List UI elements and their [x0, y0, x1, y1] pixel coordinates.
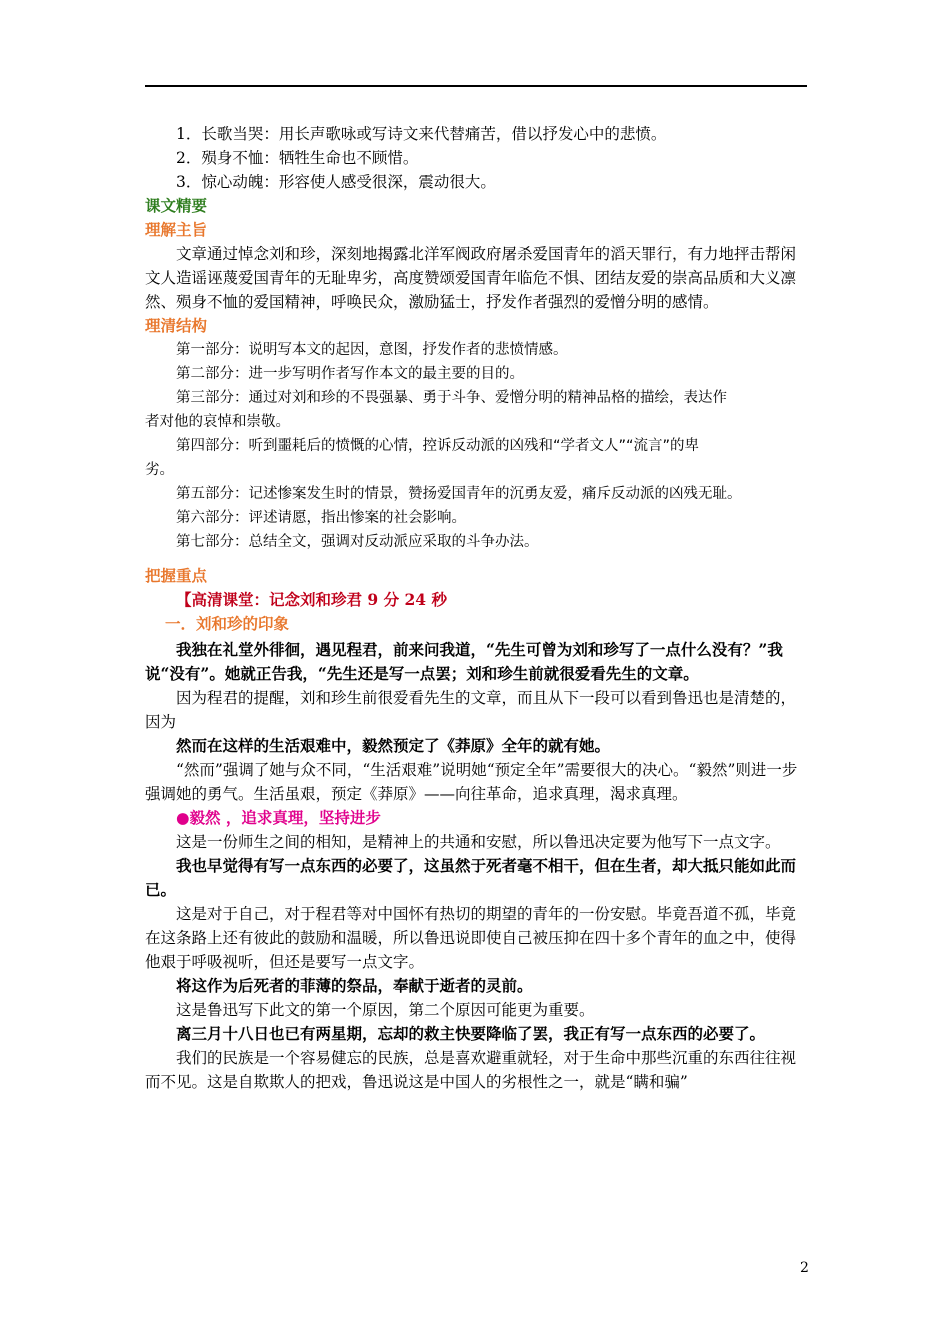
class-title: 【高清课堂：记念刘和珍君 9 分 24 秒 [176, 590, 447, 609]
quote-paragraph-3: 我也早觉得有写一点东西的必要了，这虽然于死者毫不相干，但在生者，却大抵只能如此而已。 [145, 856, 797, 899]
structure-line-5: 第五部分：记述惨案发生时的情景，赞扬爱国青年的沉勇友爱，痛斥反动派的凶残无耻。 [176, 486, 742, 502]
vocab-item-2: 2．殒身不恤：牺牲生命也不顾惜。 [176, 149, 419, 167]
text-paragraph-6: 我们的民族是一个容易健忘的民族，总是喜欢避重就轻，对于生命中那些沉重的东西往往视而不见。这是自欺欺人的把戏，鲁迅说这是中国人的劣根性之一，就是“瞒和骗” [145, 1049, 797, 1091]
header-rule [145, 85, 807, 87]
section-heading-essentials: 课文精要 [145, 197, 208, 215]
subsection-heading-1: 一．刘和珍的印象 [165, 614, 290, 633]
theme-paragraph: 文章通过悼念刘和珍，深刻地揭露北洋军阀政府屠杀爱国青年的滔天罪行，有力地抨击帮闲文人造谣诬蔑爱国青年的无耻卑劣，高度赞颂爱国青年临危不惧、团结友爱的崇高品质和大义凛然、殒身不恤的爱国精神，呼唤民众，激励猛士，抒发作者强烈的爱憎分明的感情。 [145, 245, 797, 311]
section-heading-structure: 理清结构 [145, 317, 208, 335]
quote-paragraph-2: 然而在这样的生活艰难中，毅然预定了《莽原》全年的就有她。 [176, 736, 611, 755]
structure-line-7: 第七部分：总结全文，强调对反动派应采取的斗争办法。 [176, 534, 539, 550]
page-number: 2 [800, 1260, 809, 1276]
text-paragraph-2: “然而”强调了她与众不同，“生活艰难”说明她“预定全年”需要很大的决心。“毅然”则进一步强调她的勇气。生活虽艰，预定《莽原》——向往革命，追求真理，渴求真理。 [145, 761, 798, 803]
text-paragraph-4: 这是对于自己，对于程君等对中国怀有热切的期望的青年的一份安慰。毕竟吾道不孤，毕竟在这条路上还有彼此的鼓励和温暖，所以鲁迅说即使自己被压抑在四十多个青年的血之中，使得他艰于呼吸视听，但还是要写一点文字。 [145, 905, 797, 971]
vocab-item-1: 1．长歌当哭：用长声歌咏或写诗文来代替痛苦，借以抒发心中的悲愤。 [176, 125, 667, 143]
quote-paragraph-4: 将这作为后死者的菲薄的祭品，奉献于逝者的灵前。 [176, 976, 533, 995]
vocab-item-3: 3．惊心动魄：形容使人感受很深，震动很大。 [176, 173, 496, 191]
bullet-point-1: ●毅然 ，追求真理，坚持进步 [176, 808, 381, 827]
structure-line-4-cont: 劣。 [145, 462, 174, 478]
section-heading-key: 把握重点 [145, 567, 208, 585]
structure-line-6: 第六部分：评述请愿，指出惨案的社会影响。 [176, 510, 466, 526]
text-paragraph-3: 这是一份师生之间的相知，是精神上的共通和安慰，所以鲁迅决定要为他写下一点文字。 [176, 833, 781, 851]
text-paragraph-5: 这是鲁迅写下此文的第一个原因，第二个原因可能更为重要。 [176, 1001, 595, 1019]
structure-line-3: 第三部分：通过对刘和珍的不畏强暴、勇于斗争、爱憎分明的精神品格的描绘，表达作 [176, 390, 727, 406]
quote-paragraph-1: 我独在礼堂外徘徊，遇见程君，前来问我道，“先生可曾为刘和珍写了一点什么没有？”我说“没有”。她就正告我，“先生还是写一点罢；刘和珍生前就很爱看先生的文章。 [145, 640, 783, 683]
structure-line-4: 第四部分：听到噩耗后的愤慨的心情，控诉反动派的凶残和“学者文人”“流言”的卑 [176, 438, 700, 454]
text-paragraph-1: 因为程君的提醒，刘和珍生前很爱看先生的文章，而且从下一段可以看到鲁迅也是清楚的，因为 [145, 689, 797, 731]
structure-line-3-cont: 者对他的哀悼和崇敬。 [145, 414, 290, 430]
structure-line-2: 第二部分：进一步写明作者写作本文的最主要的目的。 [176, 366, 524, 382]
structure-line-1: 第一部分：说明写本文的起因，意图，抒发作者的悲愤情感。 [176, 342, 568, 358]
page-content [145, 122, 807, 1094]
section-heading-theme: 理解主旨 [145, 221, 208, 239]
quote-paragraph-5: 离三月十八日也已有两星期，忘却的救主快要降临了罢，我正有写一点东西的必要了。 [176, 1024, 766, 1043]
